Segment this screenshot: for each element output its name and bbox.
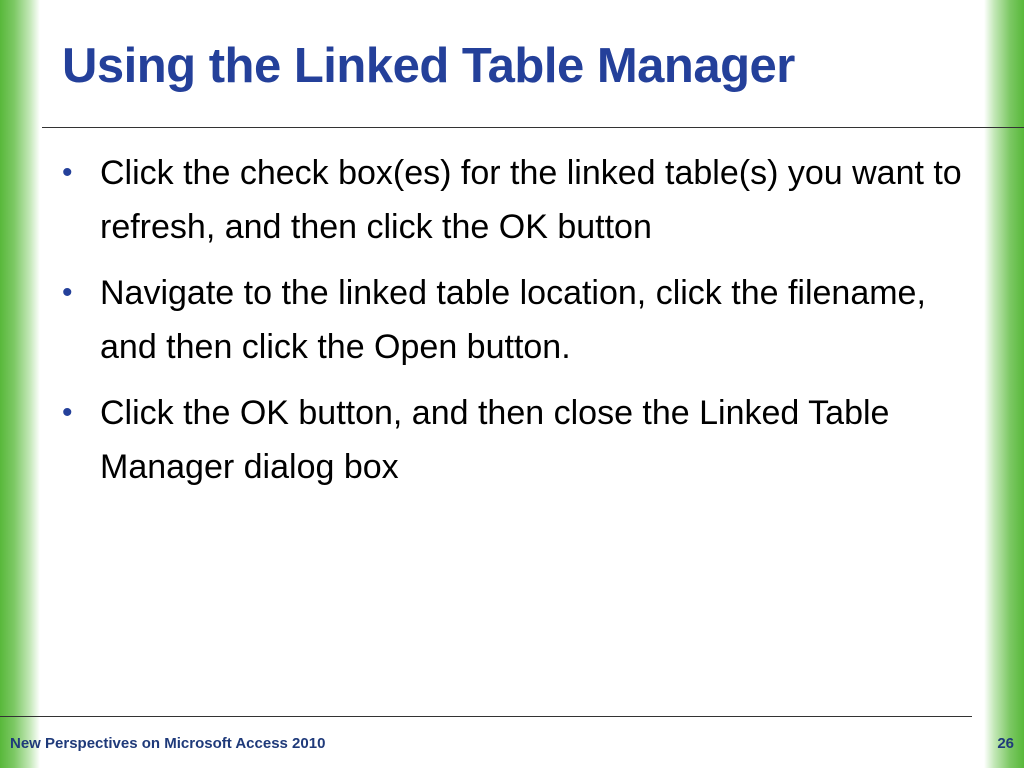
bullet-list <box>62 146 967 506</box>
page-number: 26 <box>997 735 1014 752</box>
bullet-dot-icon: • <box>62 276 73 309</box>
bullet-dot-icon: • <box>62 156 73 189</box>
bullet-text: Click the check box(es) for the linked table(s) you want to refresh, and then click the OK button <box>100 154 962 246</box>
bullet-item <box>62 386 967 494</box>
footer-divider <box>0 716 972 717</box>
bullet-text: Click the OK button, and then close the Linked Table Manager dialog box <box>100 394 890 486</box>
right-green-stripe <box>984 0 1024 768</box>
left-green-stripe <box>0 0 40 768</box>
slide-title: Using the Linked Table Manager <box>62 39 795 93</box>
bullet-dot-icon: • <box>62 396 73 429</box>
bullet-item <box>62 266 967 374</box>
bullet-item <box>62 146 967 254</box>
title-divider <box>42 127 1024 128</box>
footer-caption: New Perspectives on Microsoft Access 2010 <box>10 735 326 752</box>
bullet-text: Navigate to the linked table location, click the filename, and then click the Open button. <box>100 274 926 366</box>
